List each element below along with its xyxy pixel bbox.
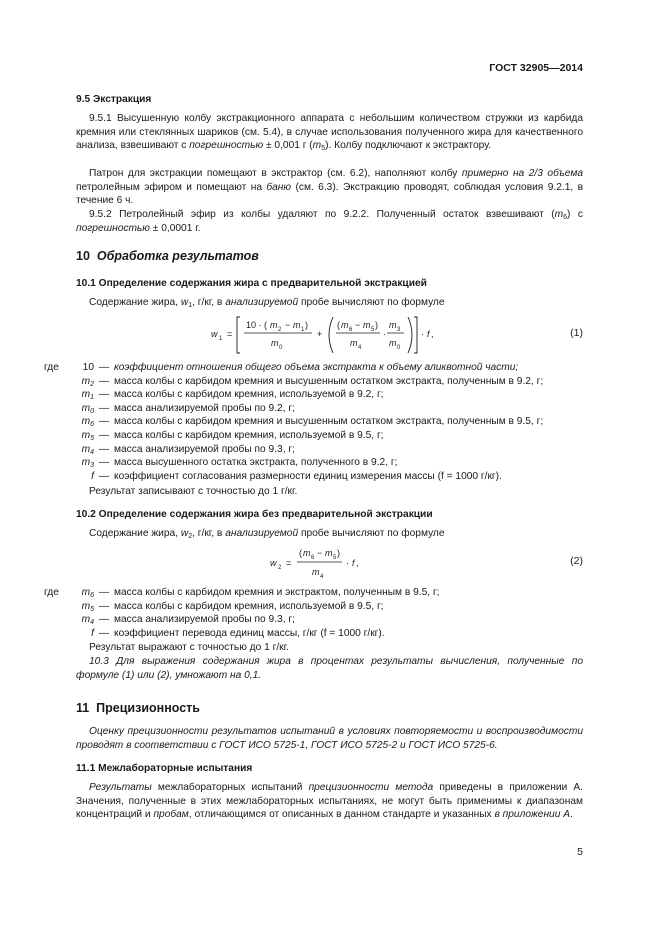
formula-2: [270, 543, 410, 583]
legend-row: $m_5$ — масса колбы с карбидом кремния, используемой в 9.5, г;: [81, 429, 384, 442]
legend-row: $m_5$ — масса колбы с карбидом кремния, используемой в 9.5, г;: [81, 600, 384, 613]
svg-text:m: m: [293, 320, 301, 330]
section-10-1-title: 10.1 Определение содержания жира с предварительной экстракцией: [76, 278, 427, 289]
formula-1-intro: Содержание жира, $w_1$, г/кг, в анализируемой пробе вычисляют по формуле: [89, 297, 445, 309]
svg-text:2: 2: [278, 327, 282, 333]
svg-text:4: 4: [358, 345, 362, 351]
equation-number-2: (2): [570, 555, 583, 567]
standard-code: ГОСТ 32905—2014: [489, 62, 583, 74]
svg-text:,: ,: [356, 558, 359, 568]
svg-text:5: 5: [333, 555, 337, 561]
legend-row: f — коэффициент согласования размерности единиц измерения массы (f = 1000 г/кг).: [91, 470, 502, 482]
svg-text:m: m: [303, 548, 311, 558]
svg-text:): ): [305, 320, 308, 330]
legend-row: $m_3$ — масса высушенного остатка экстракта, полученного в 9.2, г;: [81, 457, 398, 470]
formula-1-row: [76, 313, 583, 357]
svg-text:−: −: [355, 320, 361, 330]
result-precision-1: Результат записывают с точностью до 1 г/кг.: [89, 486, 298, 497]
svg-text:5: 5: [371, 327, 375, 333]
legend-row: где $m_6$ — масса колбы с карбидом кремния и экстрактом, полученным в 9.5, г;: [44, 587, 440, 599]
result-precision-2: Результат выражают с точностью до 1 г/кг.: [89, 642, 289, 653]
svg-text:f: f: [352, 558, 355, 568]
svg-text:6: 6: [349, 327, 353, 333]
svg-text:,: ,: [431, 329, 434, 339]
formula-1: [211, 313, 511, 357]
svg-text:m: m: [389, 338, 397, 348]
equation-number-1: (1): [570, 327, 583, 339]
svg-text:10 · (: 10 · (: [246, 320, 268, 330]
paragraph-9-5-1-cont: Патрон для экстракции помещают в экстрактор (см. 6.2), наполняют колбу примерно на 2/3 объема петролейным эфиром и помещают на баню (см. 6.3). Экстракцию проводят, соблюдая условия 9.2.1, в течение 6 ч.: [76, 168, 583, 207]
section-10-title: 10 Обработка результатов: [76, 249, 259, 263]
legend-row: $m_4$ — масса анализируемой пробы по 9.3, г;: [81, 614, 295, 627]
page-number: 5: [577, 846, 583, 858]
section-11-title: 11 Прецизионность: [76, 701, 200, 715]
svg-text:6: 6: [311, 555, 315, 561]
svg-text:m: m: [389, 320, 397, 330]
svg-text:4: 4: [320, 574, 324, 580]
section-10-2-title: 10.2 Определение содержания жира без предварительной экстракции: [76, 509, 433, 520]
svg-text:+: +: [317, 329, 323, 339]
section-11-intro: Оценку прецизионности результатов испытаний в условиях повторяемости и воспроизводимости проводят в соответствии с ГОСТ ИСО 5725-1, ГОСТ ИСО 5725-2 и ГОСТ ИСО 5725-6.: [76, 726, 583, 751]
formula-1-legend: [44, 361, 589, 483]
svg-text:m: m: [271, 338, 279, 348]
svg-text:1: 1: [219, 336, 223, 342]
svg-text:·: ·: [383, 329, 386, 339]
svg-text:1: 1: [301, 327, 305, 333]
svg-text:m: m: [312, 567, 320, 577]
svg-text:m: m: [363, 320, 371, 330]
formula-2-row: [76, 543, 583, 587]
svg-text:0: 0: [279, 345, 283, 351]
svg-text:w: w: [270, 558, 277, 568]
svg-text:2: 2: [278, 565, 282, 571]
svg-text:m: m: [325, 548, 333, 558]
svg-text:−: −: [317, 548, 323, 558]
legend-row: $m_4$ — масса анализируемой пробы по 9.3, г;: [81, 443, 295, 456]
svg-text:m: m: [350, 338, 358, 348]
svg-text:): ): [375, 320, 378, 330]
svg-text:w: w: [211, 329, 218, 339]
svg-text:=: =: [286, 558, 292, 568]
svg-text:m: m: [270, 320, 278, 330]
legend-row: f — коэффициент перевода единиц массы, г/кг (f = 1000 г/кг).: [91, 627, 385, 639]
paragraph-9-5-1: 9.5.1 Высушенную колбу экстракционного аппарата с небольшим количеством стружки из карбида кремния или стеклянных шариков (см. 5.4), в случае использования полученного жира для качественного анализа, взвешивают с погрешностью ± 0,001 г $(m_5)$. Колбу подключают к экстрактору.: [76, 113, 583, 153]
legend-row: $m_6$ — масса колбы с карбидом кремния и высушенным остатком экстракта, полученным в 9.5, г;: [81, 416, 544, 429]
svg-text:0: 0: [397, 345, 401, 351]
svg-text:3: 3: [397, 327, 401, 333]
legend-row: $m_1$ — масса колбы с карбидом кремния, используемой в 9.2, г;: [81, 389, 384, 402]
svg-text:·: ·: [346, 558, 349, 568]
legend-row: где 10 — коэффициент отношения общего объема экстракта к объему аликвотной части;: [44, 362, 519, 373]
svg-text:(: (: [299, 548, 302, 558]
formula-2-intro: Содержание жира, $w_2$, г/кг, в анализируемой пробе вычисляют по формуле: [89, 528, 445, 540]
svg-text:f: f: [427, 329, 430, 339]
svg-text:m: m: [341, 320, 349, 330]
svg-text:(: (: [337, 320, 340, 330]
svg-text:): ): [337, 548, 340, 558]
formula-2-legend: [44, 586, 589, 640]
legend-row: $m_0$ — масса анализируемой пробы по 9.2, г;: [81, 402, 295, 415]
paragraph-10-3: 10.3 Для выражения содержания жира в процентах результаты вычисления, полученные по формуле (1) или (2), умножают на 0,1.: [76, 656, 583, 681]
paragraph-11-1: Результаты межлабораторных испытаний прецизионности метода приведены в приложении А. Значения, полученные в этих межлабораторных испытаниях, не могут быть применимы к диапазонам концентраций и пробам, отличающимся от описанных в данном стандарте и указанных в приложении А.: [76, 782, 583, 821]
section-9-5-title: 9.5 Экстракция: [76, 94, 152, 105]
legend-row: $m_2$ — масса колбы с карбидом кремния и высушенным остатком экстракта, полученным в 9.2, г;: [81, 375, 544, 388]
svg-text:=: =: [227, 329, 233, 339]
section-11-1-title: 11.1 Межлабораторные испытания: [76, 763, 253, 774]
svg-text:·: ·: [421, 329, 424, 339]
paragraph-9-5-2: 9.5.2 Петролейный эфир из колбы удаляют по 9.2.2. Полученный остаток взвешивают $(m_6)$ с погрешностью ± 0,0001 г.: [76, 209, 583, 234]
svg-text:−: −: [285, 320, 291, 330]
